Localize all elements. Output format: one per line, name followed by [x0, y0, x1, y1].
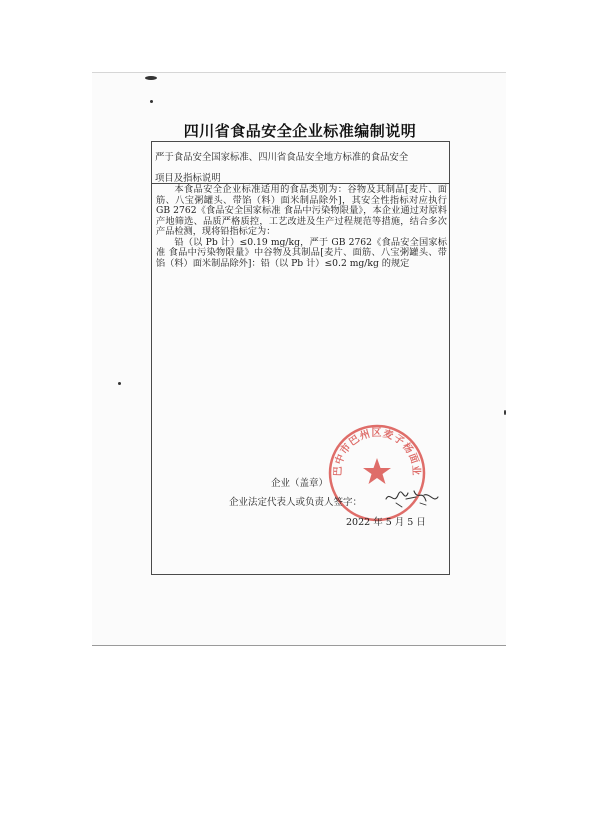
scan-speck — [504, 410, 506, 415]
scan-speck — [150, 100, 153, 103]
header-line-1: 严于食品安全国家标准、四川省食品安全地方标准的食品安全 — [155, 152, 409, 163]
scan-bottom-edge — [92, 645, 506, 646]
sign-date: 2022 年 5 月 5 日 — [346, 517, 426, 528]
paragraph-lead-limit: 铅（以 Pb 计）≤0.19 mg/kg，严于 GB 2762《食品安全国家标准 食品中污染物限量》中谷物及其制品[麦片、面筋、八宝粥罐头、带馅（料）面米制品除外]：铅（以 Pb 计）≤0.2 mg/kg 的规定 — [156, 236, 447, 269]
company-stamp-label: 企业（盖章） — [271, 478, 329, 489]
scan-top-edge — [92, 72, 506, 73]
seal-text: 巴中市巴州区麦子杨面业 — [332, 428, 422, 477]
scan-speck — [118, 382, 121, 385]
body-text — [156, 185, 447, 269]
seal-star-icon — [363, 458, 391, 484]
handwritten-signature — [382, 485, 442, 511]
table-header-row — [152, 142, 449, 184]
page-title: 四川省食品安全企业标准编制说明 — [183, 122, 417, 140]
paragraph-scope: 本食品安全企业标准适用的食品类别为：谷物及其制品[麦片、面筋、八宝粥罐头、带馅（料）面米制品除外]，其安全性指标对应执行 GB 2762《食品安全国家标准 食品中污染物限量》，本企业通过对原料产地筛选、品质严格质控，工艺改进及生产过程规范等措施，结合多次产品检测，现将铅指标定为： — [156, 184, 447, 237]
representative-signature-label: 企业法定代表人或负责人签字： — [229, 497, 363, 508]
header-line-2: 项目及指标说明 — [155, 173, 221, 184]
scan-speck — [145, 76, 157, 80]
